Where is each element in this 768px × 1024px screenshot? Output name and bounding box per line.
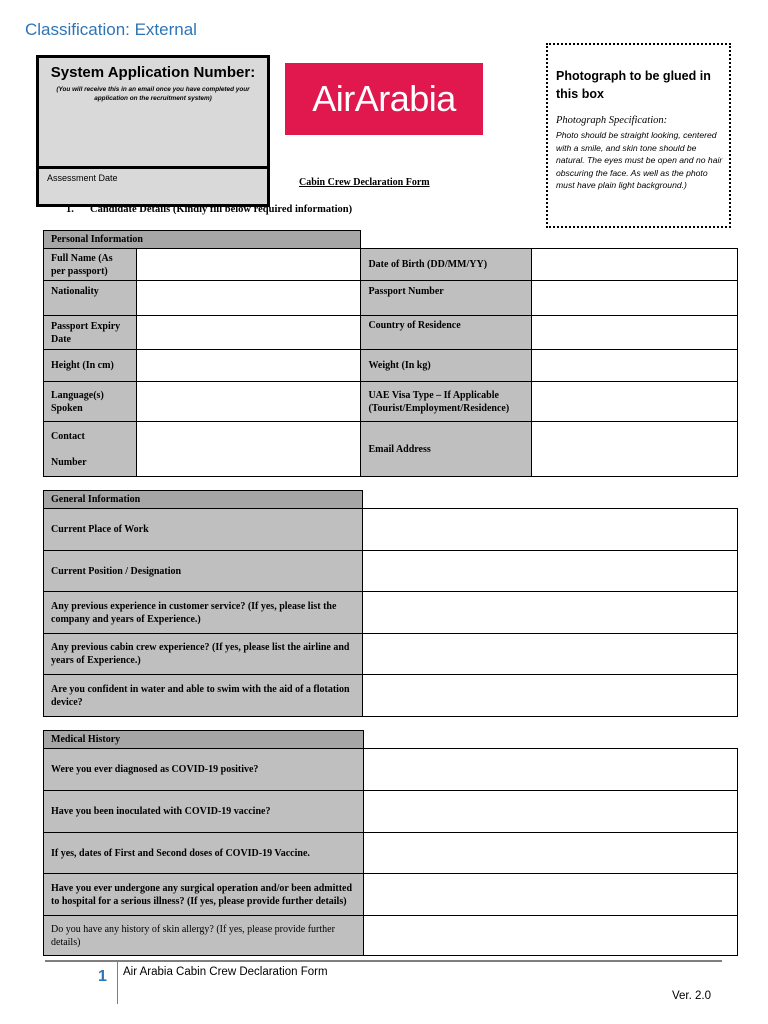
- application-number-note: (You will receive this in an email once you have completed your application on the recruitment system): [56, 86, 250, 102]
- general-information-header: General Information: [44, 491, 363, 509]
- contact-label-line1: Contact: [51, 430, 85, 442]
- application-number-box: [36, 55, 270, 207]
- medical-history-table: [43, 730, 738, 956]
- form-title: Cabin Crew Declaration Form: [299, 177, 430, 188]
- general-information-table: [43, 490, 738, 717]
- vaccine-dates-label: If yes, dates of First and Second doses of COVID-19 Vaccine.: [44, 833, 364, 874]
- visa-type-field[interactable]: [532, 382, 738, 422]
- contact-number-field[interactable]: [136, 422, 361, 477]
- vaccine-dates-field[interactable]: [363, 833, 737, 874]
- date-of-birth-label: Date of Birth (DD/MM/YY): [361, 249, 532, 281]
- covid-positive-field[interactable]: [363, 749, 737, 791]
- page-number: 1: [98, 968, 107, 985]
- air-arabia-logo: [285, 63, 483, 135]
- weight-field[interactable]: [532, 350, 738, 382]
- section-number: 1.: [66, 204, 74, 215]
- height-field[interactable]: [136, 350, 361, 382]
- languages-label: Language(s) Spoken: [44, 382, 137, 422]
- email-address-field[interactable]: [532, 422, 738, 477]
- country-of-residence-field[interactable]: [532, 316, 738, 350]
- passport-number-field[interactable]: [532, 281, 738, 316]
- footer-title: Air Arabia Cabin Crew Declaration Form: [123, 966, 328, 978]
- classification-label: Classification: External: [25, 20, 197, 39]
- application-box-divider: [39, 166, 267, 169]
- date-of-birth-field[interactable]: [532, 249, 738, 281]
- header-blank: [362, 491, 737, 509]
- logo-text: AirArabia: [312, 78, 456, 119]
- languages-field[interactable]: [136, 382, 361, 422]
- covid-vaccine-field[interactable]: [363, 791, 737, 833]
- skin-allergy-field[interactable]: [363, 916, 737, 956]
- photograph-box: [546, 43, 731, 228]
- current-position-label: Current Position / Designation: [44, 551, 363, 592]
- skin-allergy-label: Do you have any history of skin allergy? (If yes, please provide further details): [44, 916, 364, 956]
- contact-label-line2: Number: [51, 456, 87, 468]
- version-label: Ver. 2.0: [672, 990, 712, 1002]
- section-candidate-details: [66, 204, 352, 215]
- height-label: Height (In cm): [44, 350, 137, 382]
- covid-positive-label: Were you ever diagnosed as COVID-19 positive?: [44, 749, 364, 791]
- cabin-crew-experience-field[interactable]: [362, 634, 737, 675]
- header-blank: [363, 731, 737, 749]
- current-place-of-work-field[interactable]: [362, 509, 737, 551]
- visa-type-label: UAE Visa Type – If Applicable (Tourist/Employment/Residence): [361, 382, 532, 422]
- application-number-title: System Application Number:: [50, 64, 256, 81]
- photograph-spec-label: Photograph Specification:: [556, 115, 668, 126]
- current-place-of-work-label: Current Place of Work: [44, 509, 363, 551]
- personal-information-table: [43, 230, 738, 477]
- nationality-label: Nationality: [44, 281, 137, 316]
- country-of-residence-label: Country of Residence: [361, 316, 532, 350]
- swimming-ability-label: Are you confident in water and able to swim with the aid of a flotation device?: [44, 675, 363, 717]
- customer-service-experience-label: Any previous experience in customer service? (If yes, please list the company and years of Experience.): [44, 592, 363, 634]
- passport-expiry-label: Passport Expiry Date: [44, 316, 137, 350]
- customer-service-experience-field[interactable]: [362, 592, 737, 634]
- covid-vaccine-label: Have you been inoculated with COVID-19 vaccine?: [44, 791, 364, 833]
- email-address-label: Email Address: [361, 422, 532, 477]
- assessment-date-label: Assessment Date: [47, 173, 118, 183]
- contact-number-label: [44, 422, 137, 477]
- header-blank: [361, 231, 738, 249]
- footer-separator: [117, 962, 118, 1004]
- section-text: Candidate Details (Kindly fill below required information): [90, 204, 353, 215]
- photograph-spec-text: Photo should be straight looking, centered with a smile, and skin tone should be natural. The eyes must be open and no hair obscuring the face. As well as the photo must have plain light background.): [556, 130, 723, 190]
- personal-information-header: Personal Information: [44, 231, 361, 249]
- full-name-field[interactable]: [136, 249, 361, 281]
- passport-expiry-field[interactable]: [136, 316, 361, 350]
- medical-history-header: Medical History: [44, 731, 364, 749]
- current-position-field[interactable]: [362, 551, 737, 592]
- surgical-history-label: Have you ever undergone any surgical operation and/or been admitted to hospital for a serious illness? (If yes, please provide further details): [44, 874, 364, 916]
- photograph-title: Photograph to be glued in this box: [556, 69, 711, 101]
- swimming-ability-field[interactable]: [362, 675, 737, 717]
- full-name-label: Full Name (As per passport): [44, 249, 137, 281]
- passport-number-label: Passport Number: [361, 281, 532, 316]
- footer-divider: [45, 960, 722, 962]
- surgical-history-field[interactable]: [363, 874, 737, 916]
- cabin-crew-experience-label: Any previous cabin crew experience? (If yes, please list the airline and years of Experience.): [44, 634, 363, 675]
- nationality-field[interactable]: [136, 281, 361, 316]
- weight-label: Weight (In kg): [361, 350, 532, 382]
